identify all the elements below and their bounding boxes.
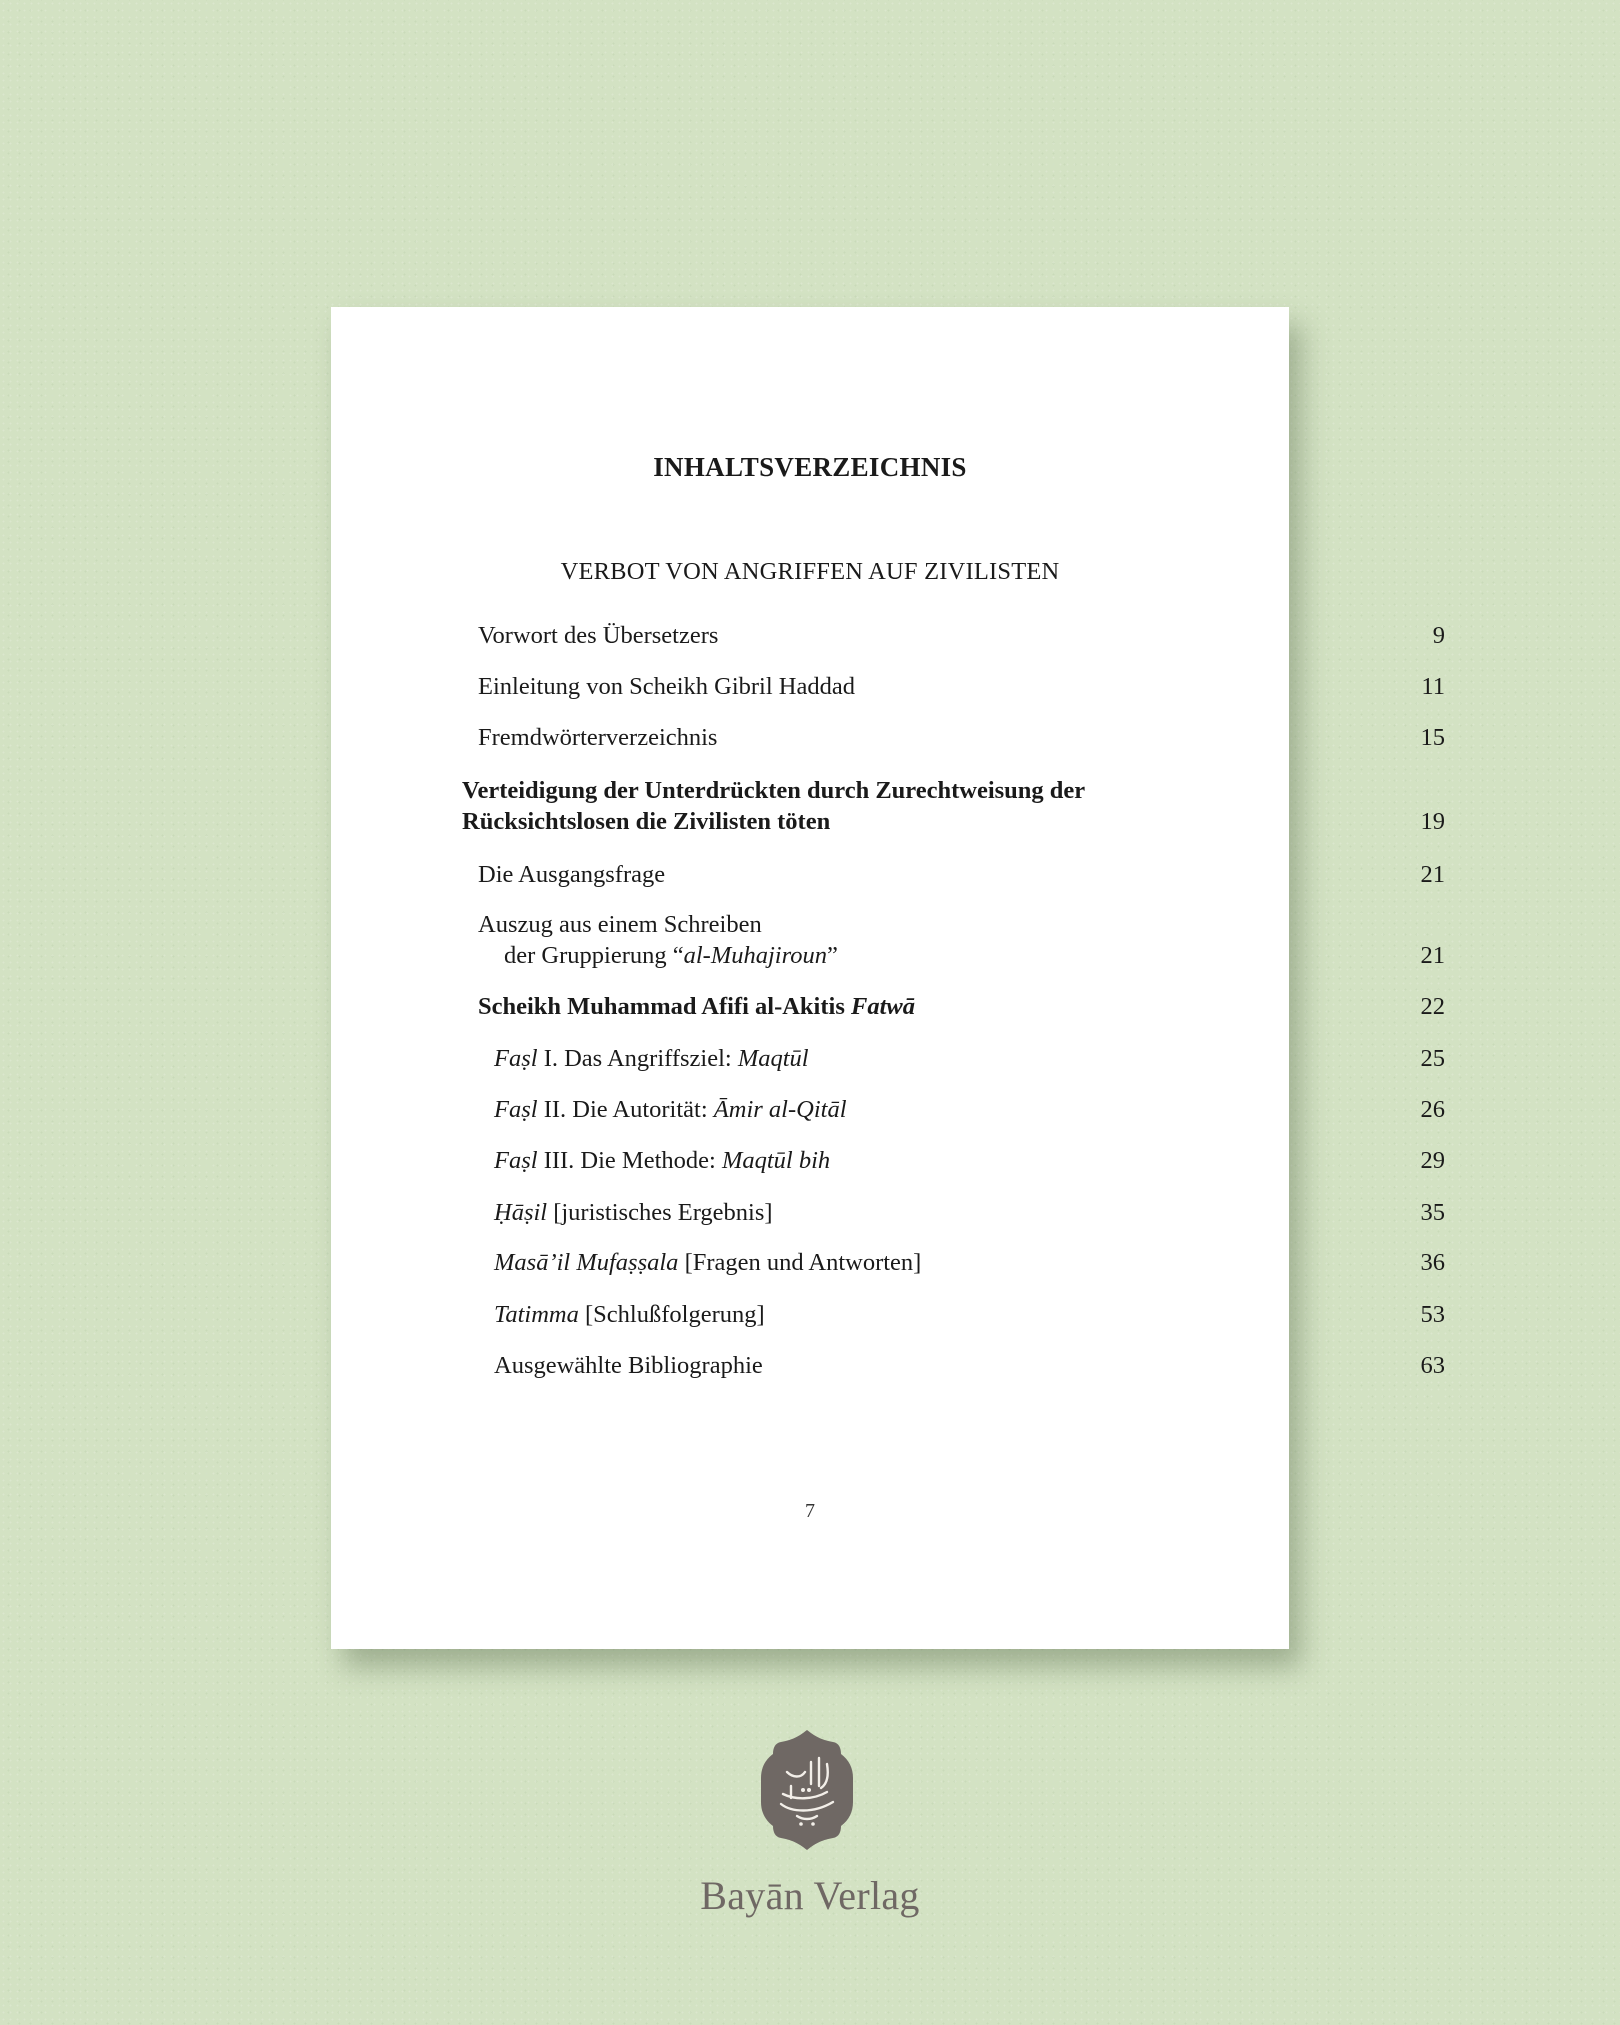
toc-entry-label: Scheikh Muhammad Afifi al-Akitis Fatwā [478,993,915,1020]
toc-entry-label: Die Ausgangsfrage [478,861,666,888]
section-title: VERBOT VON ANGRIFFEN AUF ZIVILISTEN [560,558,1060,585]
toc-entry-page: 21 [1420,861,1445,888]
toc-entry-label: Fremdwörterverzeichnis [478,724,718,751]
toc-entry-page: 53 [1420,1301,1445,1328]
toc-entry-page: 25 [1420,1045,1445,1072]
toc-entry-page: 29 [1420,1147,1445,1174]
publisher-name: Bayān Verlag [700,1873,920,1918]
toc-entry-page: 22 [1420,993,1445,1020]
arabic-calligraphy-seal-icon [757,1728,857,1852]
toc-title: INHALTSVERZEICHNIS [653,452,967,482]
toc-entry-page: 21 [1420,942,1445,969]
toc-entry-label: Ausgewählte Bibliographie [494,1352,763,1379]
toc-entry-page: 19 [1420,808,1445,835]
toc-entry-label: Einleitung von Scheikh Gibril Haddad [478,673,855,700]
toc-entry-page: 11 [1421,673,1445,700]
toc-entry-page: 15 [1420,724,1445,751]
toc-entry-label: Tatimma [Schlußfolgerung] [494,1301,765,1328]
toc-entry-label: Faṣl II. Die Autorität: Āmir al-Qitāl [494,1096,847,1123]
toc-entry-label-line1: Verteidigung der Unterdrückten durch Zurechtweisung der [462,777,1086,804]
toc-entry-label: Ḥāṣil [juristisches Ergebnis] [494,1199,773,1226]
toc-entry-label: Faṣl III. Die Methode: Maqtūl bih [494,1147,831,1174]
toc-entry-page: 9 [1432,622,1445,649]
toc-entry-label-line2: der Gruppierung “al-Muhajiroun” [504,942,838,969]
toc-entry-page: 35 [1420,1199,1445,1226]
toc-entry-label: Masā’il Mufaṣṣala [Fragen und Antworten] [494,1249,922,1276]
toc-entry-label-line2: Rücksichtslosen die Zivilisten töten [462,808,831,835]
toc-entry-page: 26 [1420,1096,1445,1123]
page-number: 7 [805,1500,815,1522]
toc-entry-label-line1: Auszug aus einem Schreiben [478,911,762,938]
toc-entry-label: Faṣl I. Das Angriffsziel: Maqtūl [494,1045,809,1072]
toc-entry-page: 63 [1420,1352,1445,1379]
toc-entry-page: 36 [1420,1249,1445,1276]
toc-entry-label: Vorwort des Übersetzers [478,622,719,649]
document-page [331,307,1289,1649]
